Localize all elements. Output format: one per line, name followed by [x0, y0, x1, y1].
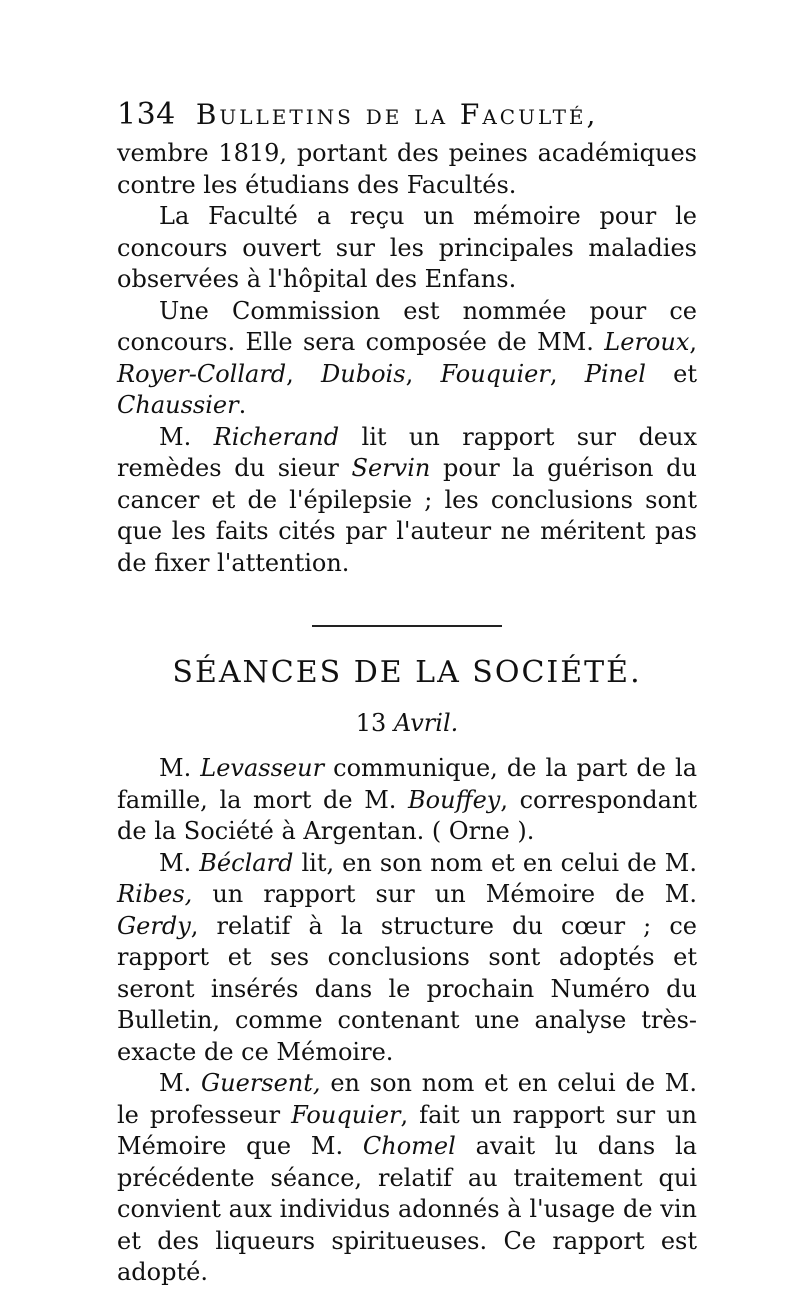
faculty-paragraph-1: vembre 1819, portant des peines académiques contre les étudians des Facultés.: [117, 139, 697, 199]
book-page: [117, 92, 697, 1289]
faculty-paragraph-4: [117, 422, 697, 580]
faculty-paragraph-2: La Faculté a reçu un mémoire pour le concours ouvert sur les principales maladies observées à l'hôpital des Enfans.: [117, 202, 697, 293]
date-month: Avril.: [393, 709, 459, 737]
person-name: Dubois: [321, 359, 406, 388]
session-date: [117, 707, 697, 739]
society-paragraph-2: [117, 848, 697, 1069]
text-run: Une Commission est nommée pour ce concours. Elle sera composée de MM.: [117, 296, 697, 356]
text-run: un rapport sur un Mémoire de M.: [192, 880, 697, 908]
text-run: M.: [159, 848, 200, 877]
society-paragraph-3: [117, 1068, 697, 1289]
person-name: Chomel: [362, 1132, 456, 1160]
person-name: Béclard: [199, 848, 294, 877]
section-title: SÉANCES DE LA SOCIÉTÉ.: [172, 655, 642, 690]
date-day: 13: [355, 709, 394, 737]
person-name: Fouquier: [291, 1100, 401, 1129]
person-name: Bouffey: [408, 785, 501, 814]
person-name: Royer-Collard: [117, 359, 287, 388]
page-number: 134: [117, 97, 176, 132]
text-run: communique, de la part de la famille, la mort de M.: [117, 754, 697, 814]
society-paragraph-1: [117, 753, 697, 848]
person-name: Servin: [351, 454, 431, 482]
text-run: ,: [405, 359, 441, 388]
faculty-paragraph-3: [117, 296, 697, 422]
person-name: Fouquier: [440, 359, 550, 388]
person-name: Pinel: [584, 359, 646, 388]
text-run: M.: [159, 422, 214, 451]
text-run: pour la guérison du cancer et de l'épilepsie ; les conclusions sont que les faits cités par l'auteur ne méritent pas de fixer l'attention.: [117, 454, 697, 577]
running-title: Bulletins de la Faculté,: [195, 98, 599, 131]
text-run: lit, en son nom et en celui de M.: [293, 848, 697, 877]
person-name: Leroux: [604, 328, 690, 356]
text-run: ,: [689, 328, 697, 356]
text-run: ,: [549, 359, 585, 388]
text-run: , fait un rapport sur un Mémoire que M.: [117, 1100, 697, 1160]
section-divider: [312, 625, 502, 627]
text-run: M.: [159, 1069, 201, 1097]
person-name: Gerdy: [117, 911, 191, 940]
running-header: [117, 92, 697, 138]
text-run: et: [645, 359, 697, 388]
person-name: Chaussier: [117, 391, 239, 419]
text-run: .: [238, 391, 247, 419]
text-run: , relatif à la structure du cœur ; ce rapport et ses conclusions sont adoptés et seront insérés dans le prochain Numéro du Bulletin, comme contenant une analyse très-exacte de ce Mémoire.: [117, 911, 697, 1066]
text-run: avait lu dans la précédente séance, relatif au traitement qui convient aux individus adonnés à l'usage de vin et des liqueurs spiritueuses. Ce rapport est adopté.: [117, 1132, 697, 1286]
text-run: , correspondant de la Société à Argentan. ( Orne ).: [117, 785, 697, 845]
text-run: en son nom et en celui de M. le professeur: [117, 1069, 697, 1129]
person-name: Guersent,: [200, 1069, 321, 1097]
person-name: Richerand: [213, 422, 340, 451]
text-run: M.: [159, 754, 201, 782]
text-run: lit un rapport sur deux remèdes du sieur: [117, 422, 697, 482]
text-run: ,: [286, 359, 322, 388]
person-name: Ribes,: [117, 880, 193, 908]
person-name: Levasseur: [200, 754, 325, 782]
